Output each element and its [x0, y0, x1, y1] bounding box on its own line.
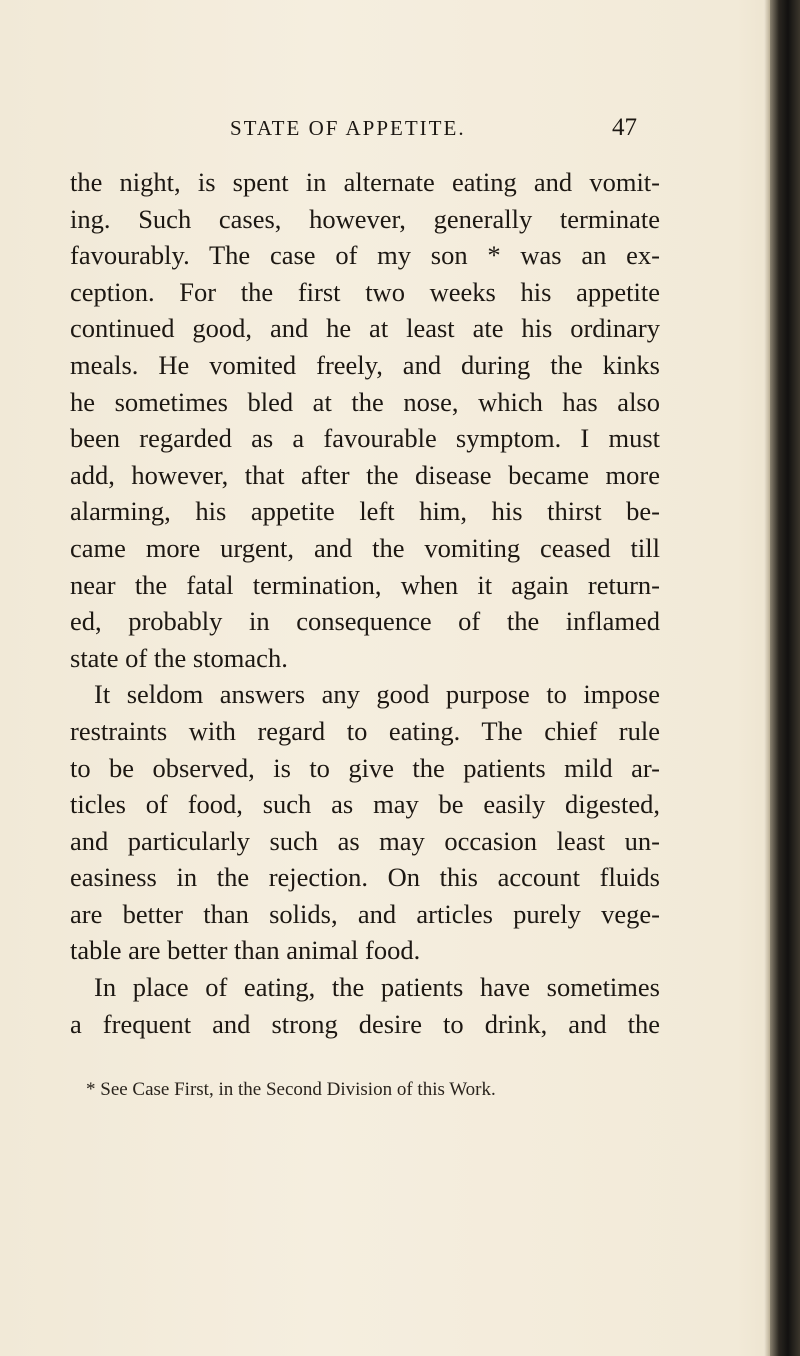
text-line: came more urgent, and the vomiting ceased till: [70, 532, 660, 563]
text-line: ing. Such cases, however, generally terminate: [70, 203, 660, 234]
footnote: * See Case First, in the Second Division of this Work.: [86, 1079, 496, 1100]
text-line: table are better than animal food.: [70, 935, 421, 966]
body-text: [70, 164, 660, 1042]
text-line: and particularly such as may occasion least un-: [70, 825, 660, 856]
text-line: to be observed, is to give the patients mild ar-: [70, 752, 660, 783]
page-number: 47: [612, 114, 637, 141]
text-line: near the fatal termination, when it again return-: [70, 569, 660, 600]
text-line: are better than solids, and articles purely vege-: [70, 898, 660, 929]
text-line: easiness in the rejection. On this account fluids: [70, 862, 660, 893]
text-line: he sometimes bled at the nose, which has also: [70, 386, 660, 417]
text-line: ticles of food, such as may be easily digested,: [70, 789, 660, 820]
text-line: been regarded as a favourable symptom. I must: [70, 423, 660, 454]
book-binding: [770, 0, 800, 1356]
text-line: alarming, his appetite left him, his thirst be-: [70, 496, 660, 527]
text-line: In place of eating, the patients have sometimes: [94, 972, 660, 1003]
page-header: [0, 116, 800, 146]
text-line: restraints with regard to eating. The chief rule: [70, 715, 660, 746]
text-line: ception. For the first two weeks his appetite: [70, 276, 660, 307]
text-line: It seldom answers any good purpose to impose: [94, 679, 660, 710]
text-line: ed, probably in consequence of the inflamed: [70, 606, 660, 637]
text-line: meals. He vomited freely, and during the kinks: [70, 349, 660, 380]
text-line: state of the stomach.: [70, 642, 288, 673]
text-line: favourably. The case of my son * was an ex-: [70, 240, 660, 271]
text-line: the night, is spent in alternate eating and vomit-: [70, 167, 660, 197]
text-line: add, however, that after the disease became more: [70, 459, 660, 490]
running-head: STATE OF APPETITE.: [230, 116, 466, 140]
text-line: a frequent and strong desire to drink, and the: [70, 1008, 660, 1039]
text-line: continued good, and he at least ate his ordinary: [70, 313, 660, 344]
